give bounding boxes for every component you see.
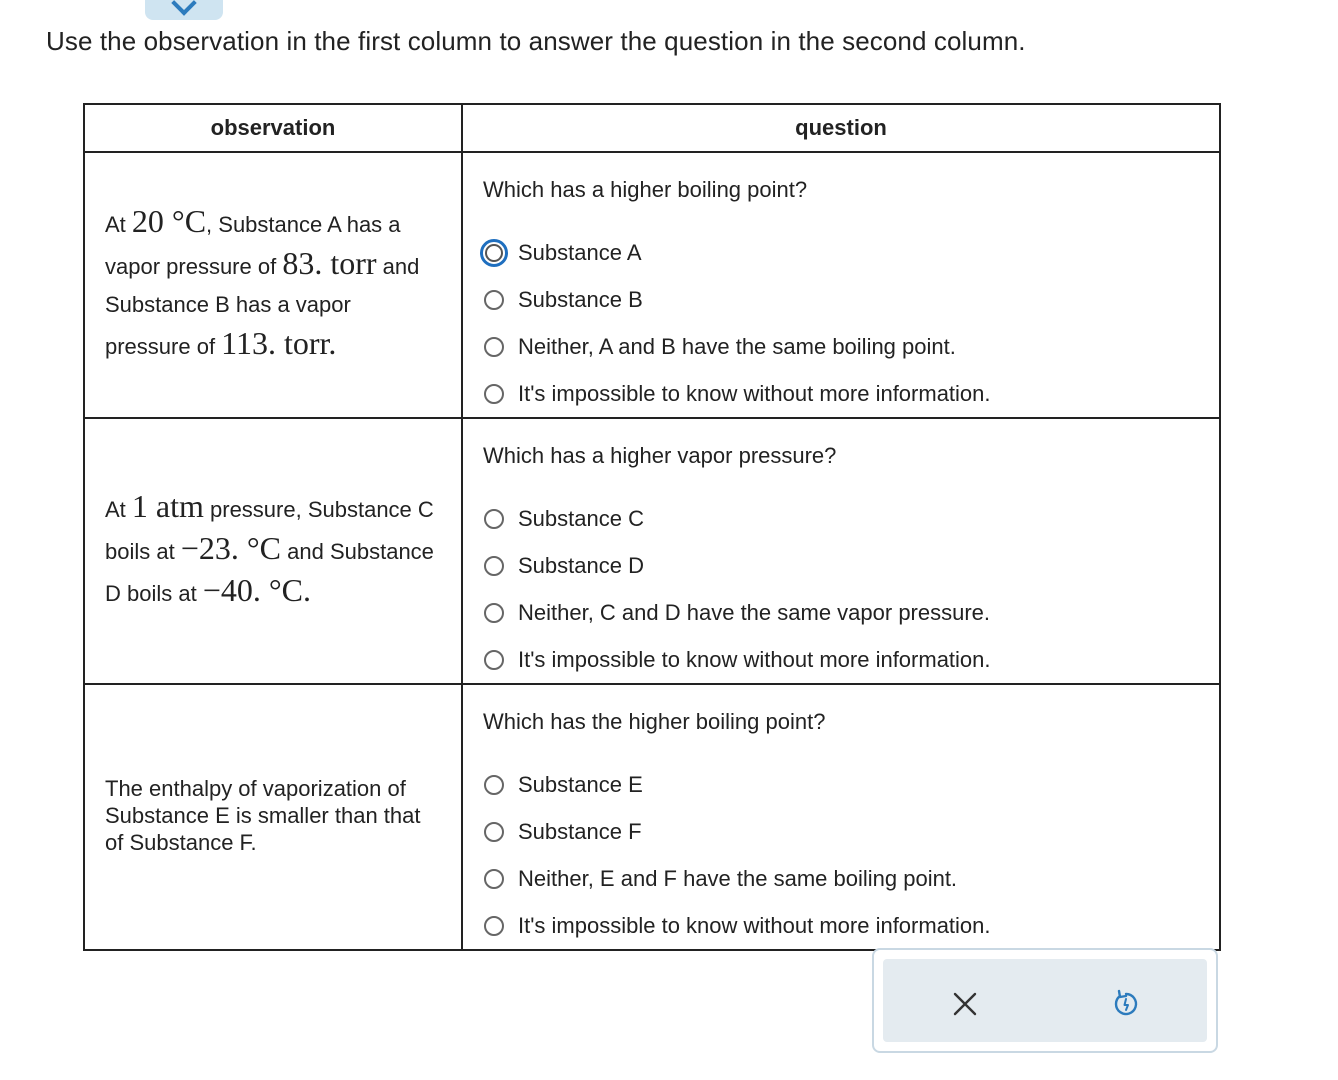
answer-option[interactable] bbox=[484, 761, 1219, 808]
radio-button[interactable] bbox=[484, 650, 504, 670]
radio-button[interactable] bbox=[484, 290, 504, 310]
obs-math: 20 °C bbox=[131, 202, 207, 239]
option-label[interactable]: Substance C bbox=[518, 505, 644, 531]
table-row bbox=[84, 418, 1220, 684]
radio-button[interactable] bbox=[484, 603, 504, 623]
instruction-text: Use the observation in the first column to answer the question in the second column. bbox=[46, 26, 1026, 56]
obs-text: At bbox=[105, 211, 132, 237]
collapse-tab[interactable] bbox=[145, 0, 223, 20]
question-header: question bbox=[462, 104, 1220, 152]
question-prompt: Which has the higher boiling point? bbox=[483, 709, 826, 734]
clear-button[interactable] bbox=[940, 979, 990, 1029]
radio-button[interactable] bbox=[484, 775, 504, 795]
obs-text: , Substance A has a vapor pressure of bbox=[105, 211, 401, 279]
option-label[interactable]: It's impossible to know without more information. bbox=[518, 380, 991, 406]
answer-option[interactable] bbox=[484, 542, 1219, 589]
question-cell bbox=[463, 443, 1219, 683]
option-label[interactable]: Substance F bbox=[518, 818, 642, 844]
answer-option[interactable] bbox=[484, 589, 1219, 636]
obs-math: −40. °C. bbox=[202, 571, 312, 608]
obs-math: 113. torr bbox=[221, 324, 329, 361]
action-panel bbox=[872, 948, 1218, 1053]
option-label[interactable]: It's impossible to know without more information. bbox=[518, 912, 991, 938]
radio-button[interactable] bbox=[484, 822, 504, 842]
answer-option[interactable] bbox=[484, 229, 1219, 276]
undo-icon bbox=[1111, 989, 1141, 1019]
radio-button[interactable] bbox=[484, 916, 504, 936]
option-label[interactable]: Substance B bbox=[518, 286, 643, 312]
chevron-down-icon bbox=[171, 0, 196, 16]
radio-button[interactable] bbox=[484, 869, 504, 889]
table-row bbox=[84, 152, 1220, 418]
answer-option[interactable] bbox=[484, 323, 1219, 370]
answer-option[interactable] bbox=[484, 902, 1219, 949]
question-cell bbox=[463, 709, 1219, 949]
radio-button[interactable] bbox=[484, 509, 504, 529]
answer-option[interactable] bbox=[484, 370, 1219, 417]
observation-cell bbox=[85, 419, 461, 680]
observation-cell bbox=[85, 153, 461, 414]
obs-text: The enthalpy of vaporization of Substance E is smaller than that of Substance F. bbox=[105, 776, 421, 855]
answer-option[interactable] bbox=[484, 636, 1219, 683]
obs-math: . bbox=[328, 324, 337, 361]
option-label[interactable]: Substance D bbox=[518, 552, 644, 578]
option-label[interactable]: Substance E bbox=[518, 771, 643, 797]
obs-text: At bbox=[105, 496, 132, 522]
radio-button[interactable] bbox=[484, 556, 504, 576]
table-row bbox=[84, 684, 1220, 950]
radio-button[interactable] bbox=[484, 384, 504, 404]
question-prompt: Which has a higher boiling point? bbox=[483, 177, 808, 202]
option-label[interactable]: It's impossible to know without more information. bbox=[518, 646, 991, 672]
reset-button[interactable] bbox=[1101, 979, 1151, 1029]
obs-text: and Substance D boils at bbox=[105, 538, 434, 606]
obs-text: and Substance B has a vapor pressure of bbox=[105, 253, 420, 359]
option-label[interactable]: Neither, C and D have the same vapor pressure. bbox=[518, 599, 991, 625]
radio-button[interactable] bbox=[480, 239, 508, 267]
observation-cell bbox=[85, 685, 461, 946]
question-table bbox=[83, 103, 1221, 951]
action-bar bbox=[883, 959, 1207, 1042]
obs-text: pressure, Substance C boils at bbox=[105, 496, 434, 564]
close-icon bbox=[952, 991, 978, 1017]
observation-header: observation bbox=[84, 104, 462, 152]
radio-button[interactable] bbox=[484, 337, 504, 357]
obs-math: 1 atm bbox=[131, 487, 204, 524]
question-prompt: Which has a higher vapor pressure? bbox=[483, 443, 837, 468]
option-label[interactable]: Neither, A and B have the same boiling point. bbox=[518, 333, 956, 359]
obs-math: −23. °C bbox=[180, 529, 282, 566]
answer-option[interactable] bbox=[484, 855, 1219, 902]
answer-option[interactable] bbox=[484, 495, 1219, 542]
option-label[interactable]: Neither, E and F have the same boiling point. bbox=[518, 865, 958, 891]
option-label[interactable]: Substance A bbox=[518, 239, 642, 265]
obs-math: 83. torr bbox=[282, 244, 377, 281]
answer-option[interactable] bbox=[484, 276, 1219, 323]
question-cell bbox=[463, 177, 1219, 417]
answer-option[interactable] bbox=[484, 808, 1219, 855]
